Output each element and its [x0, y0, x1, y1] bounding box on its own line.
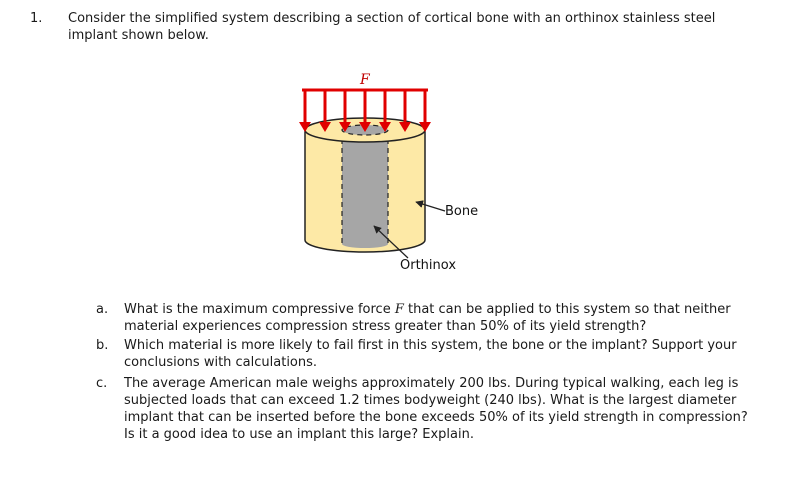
part-a-text-after: that can be applied to this system so that neither material experiences compression stress greater than 50% of its yield strength? [124, 302, 731, 334]
part-a-text-before: What is the maximum compressive force [124, 302, 395, 317]
bone-implant-figure [280, 68, 520, 290]
bone-label: Bone [445, 204, 479, 219]
part-c-text: The average American male weighs approximately 200 lbs. During typical walking, each leg is subjected loads that can exceed 1.2 times bodyweight (240 lbs). What is the largest diameter implant that can be inserted before the bone exceeds 50% of its yield strength in compression? Is it a good idea to use an implant this large? Explain. [124, 376, 748, 442]
part-letter: a. [96, 302, 109, 317]
part-a [96, 301, 756, 335]
question-text: Consider the simplified system describing a section of cortical bone with an orthinox stainless steel implant shown below. [68, 11, 716, 43]
part-a-force-symbol: F [394, 302, 404, 317]
part-letter: b. [96, 338, 109, 353]
force-label: F [360, 72, 370, 88]
question-parts [96, 301, 756, 445]
part-b [96, 337, 756, 371]
implant-core [342, 130, 388, 244]
part-c [96, 375, 756, 443]
part-letter: c. [96, 376, 108, 391]
orthinox-label: Orthinox [400, 258, 457, 273]
bone-implant-diagram [280, 68, 520, 290]
question-number: 1. [30, 11, 43, 26]
part-b-text: Which material is more likely to fail first in this system, the bone or the implant? Support your conclusions with calculations. [124, 338, 737, 370]
